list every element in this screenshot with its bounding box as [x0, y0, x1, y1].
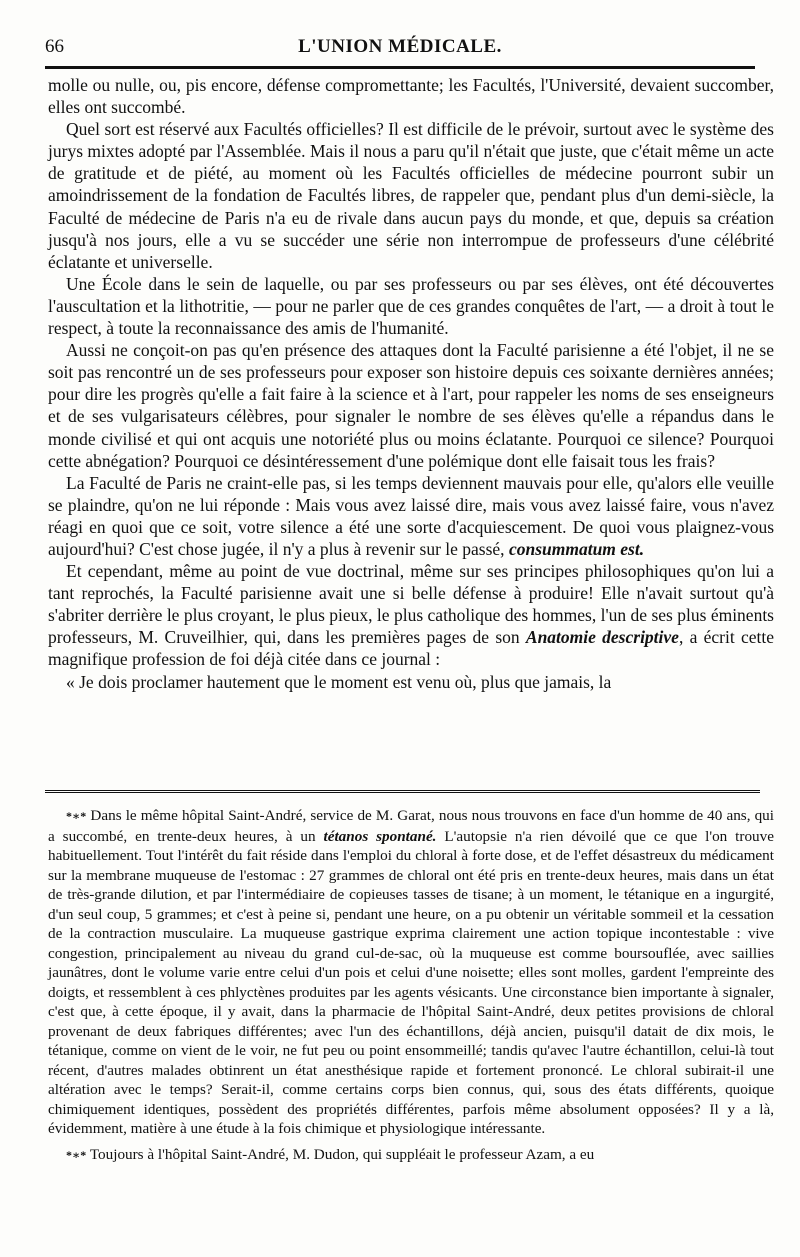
paragraph	[48, 472, 774, 560]
paragraph	[48, 74, 774, 118]
paragraph	[48, 273, 774, 339]
paragraph	[48, 560, 774, 670]
text-run: L'autopsie n'a rien dévoilé que ce que l'on trouve habituellement. Tout l'intérêt du fait réside dans l'emploi du chloral à forte dose, et de l'effet désastreux du médicament sur la membrane muqueuse de l'estomac : 27 grammes de chloral ont été pris en trente-deux heures, mais dans un état de très-grande dilution, et par l'intermédiaire de copieuses tasses de tisane; à un moment, le tétanique en a ingurgité, d'un seul coup, 5 grammes; et c'est à peine si, pendant une heure, on a pu obtenir un véritable sommeil et la cessation de la contraction musculaire. La muqueuse gastrique exprima clairement une action topique incontestable : vive congestion, principalement au niveau du grand cul-de-sac, où la muqueuse est comme boursouflée, avec saillies jaunâtres, dont le volume varie entre celui d'un pois et celui d'une noisette; elles sont molles, gardent l'empreinte des doigts, et ressemblent à ces phlyctènes produites par les agents vésicants. Une circonstance bien importante à signaler, c'est que, à cette époque, il y avait, dans la pharmacie de l'hôpital Saint-André, deux petites provisions de chloral provenant de deux fabriques différentes; avec l'un des échantillons, déjà ancien, puisqu'il datait de dix mois, le tétanique, comme on vient de le voir, ne fut peu ou point ensommeillé; tandis qu'avec l'autre échantillon, celui-là tout récent, d'autres malades obtinrent un état anesthésique rapide et fortement prononcé. Le chloral subirait-il une altération avec le temps? Serait-il, comme certains corps bien connus, qui, sous des états différents, quoique chimiquement identiques, possèdent des propriétés différentes, parfois même absolument opposées? Il y a là, évidemment, matière à une étude à la fois chimique et physiologique intéressante.	[48, 827, 774, 1137]
text-run: Et cependant, même au point de vue doctrinal, même sur ses principes philosophiques qu'on lui a tant reprochés, la Faculté parisienne avait une si belle défense à produire! Elle n'avait surtout qu'à s'abriter derrière le plus croyant, le plus pieux, le plus catholique des hommes, l'un de ses plus éminents professeurs, M. Cruveilhier, qui, dans les premières pages de son	[48, 561, 774, 648]
footnote	[48, 806, 774, 1139]
paragraph	[48, 339, 774, 472]
text-run: Aussi ne conçoit-on pas qu'en présence des attaques dont la Faculté parisienne a été l'objet, il ne se soit pas rencontré un de ses professeurs pour exposer son histoire depuis ces soixante dernières années; pour dire les progrès qu'elle a fait faire à la science et à l'art, pour rappeler les noms de ses enseigneurs et de ses vulgarisateurs célèbres, pour signaler le nombre de ses élèves qu'elle a répandus dans le monde civilisé et qui ont acquis une notoriété plus ou moins éclatante. Pourquoi ce silence? Pourquoi cette abnégation? Pourquoi ce désintéressement d'une polémique dont elle faisait tous les frais?	[48, 340, 774, 471]
notes-separator	[45, 790, 760, 797]
journal-title: L'UNION MÉDICALE.	[298, 36, 502, 57]
italic-text: tétanos spontané.	[323, 827, 437, 845]
running-header	[45, 30, 755, 64]
footnote	[48, 1145, 774, 1166]
footnotes	[48, 806, 774, 1171]
page-number: 66	[45, 36, 64, 57]
text-run: Une École dans le sein de laquelle, ou par ses professeurs ou par ses élèves, ont été découvertes l'auscultation et la lithotritie, — pour ne parler que de ces grandes conquêtes de l'art, — a droit à tout le respect, à toute la reconnaissance des amis de l'humanité.	[48, 273, 774, 339]
text-run: La Faculté de Paris ne craint-elle pas, si les temps deviennent mauvais pour elle, qu'alors elle veuille se plaindre, qu'on ne lui réponde : Mais vous avez laissé dire, mais vous avez laissé faire, vous n'avez réagi en quoi que ce soit, votre silence a été une sorte d'acquiescement. De quoi vous plaignez-vous aujourd'hui? C'est chose jugée, il n'y a plus à revenir sur le passé,	[48, 472, 774, 559]
header-rule	[45, 66, 755, 69]
asterism-mark: *∗*	[66, 1147, 87, 1162]
asterism-mark: *∗*	[66, 809, 87, 823]
text-run: Toujours à l'hôpital Saint-André, M. Dudon, qui suppléait le professeur Azam, a eu	[86, 1145, 595, 1163]
text-run: Dans le même hôpital Saint-André, service de M. Garat, nous nous trouvons en face d'un homme de 40 ans, qui a succombé, en trente-deux heures, à un	[48, 807, 774, 845]
text-run: Quel sort est réservé aux Facultés officielles? Il est difficile de le prévoir, surtout avec le système des jurys mixtes adopté par l'Assemblée. Mais il nous a paru qu'il n'était que juste, que c'était même un acte de gratitude et de piété, au moment où les Facultés officielles de médecine pourront subir un amoindrissement de la fondation de Facultés libres, de rappeler que, pendant plus d'un demi-siècle, la Faculté de médecine de Paris n'a eu de rivale dans aucun pays du monde, et que, depuis sa création jusqu'à nos jours, elle a vu se succéder une série non interrompue de professeurs d'une célébrité éclatante et universelle.	[48, 119, 774, 272]
text-run: , a écrit cette magnifique profession de foi déjà citée dans ce journal :	[48, 627, 774, 670]
paragraph	[48, 118, 774, 273]
italic-text: Anatomie descriptive	[525, 627, 679, 648]
text-run: « Je dois proclamer hautement que le moment est venu où, plus que jamais, la	[66, 671, 612, 692]
italic-text: consummatum est.	[508, 538, 645, 559]
paragraph	[48, 671, 774, 693]
text-run: molle ou nulle, ou, pis encore, défense compromettante; les Facultés, l'Université, devaient succomber, elles ont succombé.	[48, 75, 774, 118]
main-text	[48, 74, 774, 693]
